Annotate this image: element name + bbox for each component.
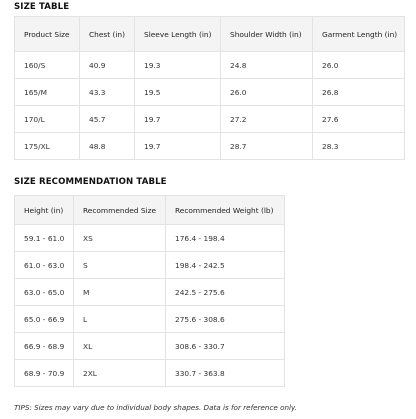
table-cell: 24.8 (221, 52, 313, 79)
recommendation-table-header-row (15, 196, 285, 225)
column-header-shoulder-width: Shoulder Width (in) (221, 17, 313, 52)
column-header-sleeve-length: Sleeve Length (in) (135, 17, 221, 52)
table-cell: 19.7 (135, 106, 221, 133)
table-row (15, 106, 405, 133)
table-row (15, 279, 285, 306)
size-recommendation-table (14, 195, 285, 387)
table-cell: 26.8 (313, 79, 405, 106)
table-cell: 242.5 - 275.6 (166, 279, 285, 306)
table-cell: 27.6 (313, 106, 405, 133)
table-row (15, 333, 285, 360)
table-row (15, 360, 285, 387)
table-cell: 2XL (74, 360, 166, 387)
size-table-title: SIZE TABLE (14, 2, 70, 12)
column-header-recommended-weight: Recommended Weight (lb) (166, 196, 285, 225)
table-row (15, 252, 285, 279)
table-cell: 68.9 - 70.9 (15, 360, 74, 387)
column-header-garment-length: Garment Length (in) (313, 17, 405, 52)
table-cell: 198.4 - 242.5 (166, 252, 285, 279)
table-cell: 19.3 (135, 52, 221, 79)
table-cell: 275.6 - 308.6 (166, 306, 285, 333)
table-cell: 28.7 (221, 133, 313, 160)
column-header-recommended-size: Recommended Size (74, 196, 166, 225)
table-cell: 330.7 - 363.8 (166, 360, 285, 387)
table-cell: 26.0 (221, 79, 313, 106)
table-cell: 175/XL (15, 133, 80, 160)
size-table-header-row (15, 17, 405, 52)
tips-note: TIPS: Sizes may vary due to individual body shapes. Data is for reference only. (14, 403, 298, 412)
table-cell: 59.1 - 61.0 (15, 225, 74, 252)
table-cell: M (74, 279, 166, 306)
table-cell: 40.9 (80, 52, 135, 79)
table-cell: 308.6 - 330.7 (166, 333, 285, 360)
table-cell: 63.0 - 65.0 (15, 279, 74, 306)
size-recommendation-table-title: SIZE RECOMMENDATION TABLE (14, 177, 167, 187)
size-table (14, 16, 405, 160)
table-cell: 45.7 (80, 106, 135, 133)
table-cell: S (74, 252, 166, 279)
table-cell: 66.9 - 68.9 (15, 333, 74, 360)
table-row (15, 306, 285, 333)
table-row (15, 79, 405, 106)
table-cell: 26.0 (313, 52, 405, 79)
table-cell: 61.0 - 63.0 (15, 252, 74, 279)
table-cell: L (74, 306, 166, 333)
table-cell: XL (74, 333, 166, 360)
table-row (15, 133, 405, 160)
table-cell: 160/S (15, 52, 80, 79)
column-header-height: Height (in) (15, 196, 74, 225)
column-header-chest: Chest (in) (80, 17, 135, 52)
table-cell: XS (74, 225, 166, 252)
column-header-product-size: Product Size (15, 17, 80, 52)
table-cell: 65.0 - 66.9 (15, 306, 74, 333)
table-row (15, 52, 405, 79)
table-cell: 170/L (15, 106, 80, 133)
table-cell: 28.3 (313, 133, 405, 160)
table-cell: 19.7 (135, 133, 221, 160)
table-cell: 43.3 (80, 79, 135, 106)
table-cell: 48.8 (80, 133, 135, 160)
table-cell: 176.4 - 198.4 (166, 225, 285, 252)
table-row (15, 225, 285, 252)
table-cell: 19.5 (135, 79, 221, 106)
table-cell: 165/M (15, 79, 80, 106)
table-cell: 27.2 (221, 106, 313, 133)
